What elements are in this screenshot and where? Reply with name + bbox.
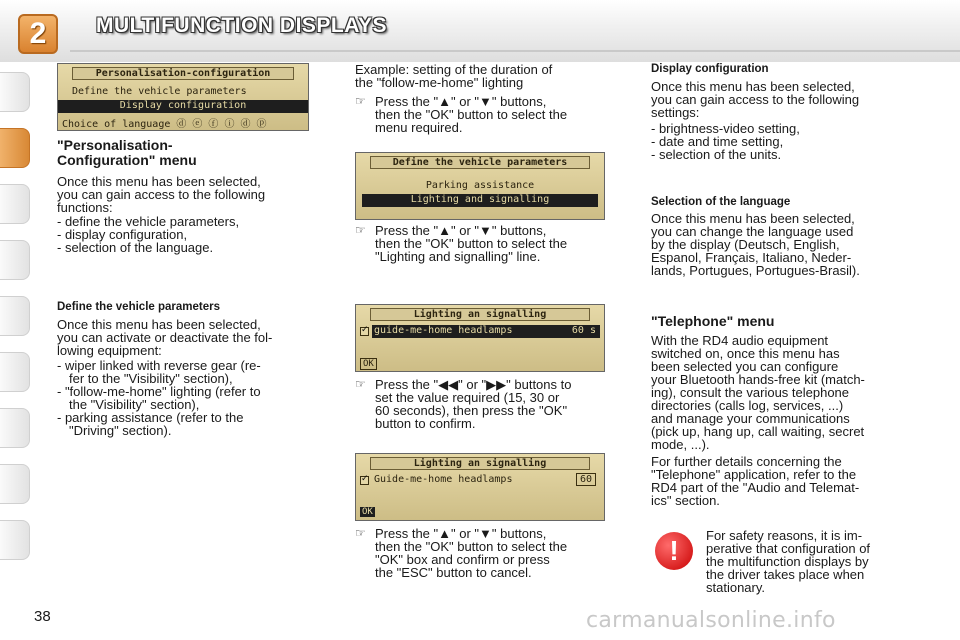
hand-pointer-icon: ☞ — [355, 94, 366, 108]
list-item: - display configuration, — [57, 227, 188, 242]
text-line: 60 seconds), then press the "OK" — [375, 403, 568, 418]
text-line: set the value required (15, 30 or — [375, 390, 560, 405]
text-line: RD4 part of the "Audio and Telemat- — [651, 480, 860, 495]
text-line: directories (calls log, services, ...) — [651, 398, 844, 413]
text-line: then the "OK" button to select the — [375, 236, 568, 251]
step-4 — [355, 527, 605, 579]
side-tab[interactable] — [0, 184, 30, 224]
setting-value: 60 s — [571, 325, 596, 336]
text-line: For further details concerning the — [651, 454, 842, 469]
setting-value: 60 — [576, 473, 596, 486]
setting-label: guide-me-home headlamps — [374, 325, 513, 336]
telephone-menu-title: "Telephone" menu — [651, 313, 775, 329]
list-item-cont: the "Visibility" section), — [69, 397, 200, 412]
text-line: the "ESC" button to cancel. — [375, 565, 532, 580]
text-line: mode, ...). — [651, 437, 710, 452]
text-line: For safety reasons, it is im- — [706, 528, 863, 543]
text-line: by the display (Deutsch, English, — [651, 237, 840, 252]
screen-row: Choice of language ⓓ ⓔ ⓕ ⓘ ⓓ ⓟ — [62, 119, 267, 130]
display-config-title: Display configuration — [651, 63, 769, 75]
step-3 — [355, 378, 605, 430]
text-line: lands, Portugues, Portugues-Brasil). — [651, 263, 860, 278]
text-line: the driver takes place when — [706, 567, 865, 582]
display-config-intro — [651, 80, 903, 119]
watermark: carmanualsonline.info — [586, 608, 836, 633]
header-divider — [70, 50, 960, 52]
text-line: ics" section. — [651, 493, 720, 508]
text-line: Once this menu has been selected, — [651, 211, 855, 226]
text-line: the "follow-me-home" lighting — [355, 75, 524, 90]
screen-ok-box-selected: OK — [362, 507, 373, 517]
hand-pointer-icon: ☞ — [355, 377, 366, 391]
side-tab[interactable] — [0, 72, 30, 112]
list-item: - define the vehicle parameters, — [57, 214, 240, 229]
list-item: - "follow-me-home" lighting (refer to — [57, 384, 261, 399]
text-line: ing), consult the various telephone — [651, 385, 850, 400]
text-line: button to confirm. — [375, 416, 476, 431]
text-line: menu required. — [375, 120, 463, 135]
text-line: been selected you can configure — [651, 359, 839, 374]
screen-title: Lighting an signalling — [370, 308, 590, 321]
warning-icon: ! — [655, 532, 693, 570]
text-line: your Bluetooth hands-free kit (match- — [651, 372, 865, 387]
text-line: you can gain access to the following — [57, 187, 266, 202]
vehicle-parameters-screen — [355, 152, 605, 220]
text-line: stationary. — [706, 580, 766, 595]
text-line: then the "OK" button to select the — [375, 539, 568, 554]
side-tab[interactable] — [0, 408, 30, 448]
screen-title: Personalisation-configuration — [72, 67, 294, 80]
text-line: With the RD4 audio equipment — [651, 333, 829, 348]
define-parameters-title: Define the vehicle parameters — [57, 301, 220, 313]
text-line: Once this menu has been selected, — [57, 174, 261, 189]
text-line: Press the "▲" or "▼" buttons, — [375, 223, 547, 238]
text-line: you can change the language used — [651, 224, 854, 239]
hand-pointer-icon: ☞ — [355, 526, 366, 540]
side-tab[interactable] — [0, 464, 30, 504]
list-item: - selection of the language. — [57, 240, 214, 255]
checkbox-icon — [360, 476, 369, 485]
step-1 — [355, 95, 605, 134]
text-line: and manage your communications — [651, 411, 850, 426]
side-tab[interactable] — [0, 520, 30, 560]
page-number: 38 — [34, 608, 51, 625]
language-text — [651, 212, 903, 277]
text-line: switched on, once this menu has — [651, 346, 840, 361]
side-tab[interactable] — [0, 296, 30, 336]
step-2 — [355, 224, 605, 263]
safety-warning-text — [706, 529, 903, 594]
personalisation-list — [57, 215, 309, 254]
text-line: lowing equipment: — [57, 343, 162, 358]
screen-title: Lighting an signalling — [370, 457, 590, 470]
text-line: then the "OK" button to select the — [375, 107, 568, 122]
text-line: settings: — [651, 105, 700, 120]
screen-ok-box: OK — [360, 358, 377, 370]
text-line: "Telephone" application, refer to the — [651, 467, 857, 482]
text-line: Press the "◀◀" or "▶▶" buttons to — [375, 377, 572, 392]
text-line: perative that configuration of — [706, 541, 871, 556]
list-item-cont: "Driving" section). — [69, 423, 172, 438]
screen-row: Define the vehicle parameters — [72, 86, 247, 97]
text-line: (pick up, hang up, call waiting, secret — [651, 424, 865, 439]
define-parameters-intro — [57, 318, 309, 357]
text-line: functions: — [57, 200, 113, 215]
lighting-screen-confirm — [355, 453, 605, 521]
page-title: MULTIFUNCTION DISPLAYS — [96, 14, 388, 37]
list-item: - brightness-video setting, — [651, 121, 800, 136]
lighting-screen-edit — [355, 304, 605, 372]
personalisation-intro — [57, 175, 309, 214]
title-line: Configuration" menu — [57, 152, 197, 168]
screen-row-selected: Display configuration — [58, 100, 308, 113]
text-line: "Lighting and signalling" line. — [375, 249, 541, 264]
screen-row-selected — [372, 325, 600, 338]
screen-title: Define the vehicle parameters — [370, 156, 590, 169]
text-line: Once this menu has been selected, — [651, 79, 855, 94]
example-text — [355, 63, 605, 89]
telephone-further-text — [651, 455, 903, 507]
text-line: Press the "▲" or "▼" buttons, — [375, 526, 547, 541]
hand-pointer-icon: ☞ — [355, 223, 366, 237]
screen-row: Parking assistance — [425, 180, 535, 191]
list-item: - parking assistance (refer to the — [57, 410, 244, 425]
side-tab[interactable] — [0, 352, 30, 392]
list-item-cont: fer to the "Visibility" section), — [69, 371, 233, 386]
setting-label: Guide-me-home headlamps — [374, 474, 513, 485]
chapter-badge: 2 — [18, 14, 58, 54]
title-line: "Personalisation- — [57, 137, 173, 153]
personalisation-menu-title — [57, 138, 197, 168]
side-tab[interactable] — [0, 240, 30, 280]
text-line: you can gain access to the following — [651, 92, 860, 107]
checkbox-icon — [360, 327, 369, 336]
display-config-list — [651, 122, 903, 161]
language-title: Selection of the language — [651, 196, 791, 208]
text-line: Example: setting of the duration of — [355, 62, 553, 77]
text-line: Once this menu has been selected, — [57, 317, 261, 332]
text-line: Espanol, Français, Italiano, Neder- — [651, 250, 852, 265]
personalisation-screen — [57, 63, 309, 131]
text-line: you can activate or deactivate the fol- — [57, 330, 273, 345]
screen-row-selected: Lighting and signalling — [362, 194, 598, 207]
list-item: - wiper linked with reverse gear (re- — [57, 358, 261, 373]
text-line: the multifunction displays by — [706, 554, 869, 569]
define-parameters-list — [57, 359, 309, 437]
telephone-text — [651, 334, 903, 451]
text-line: Press the "▲" or "▼" buttons, — [375, 94, 547, 109]
list-item: - selection of the units. — [651, 147, 782, 162]
side-tab-active[interactable] — [0, 128, 30, 168]
list-item: - date and time setting, — [651, 134, 784, 149]
text-line: "OK" box and confirm or press — [375, 552, 550, 567]
